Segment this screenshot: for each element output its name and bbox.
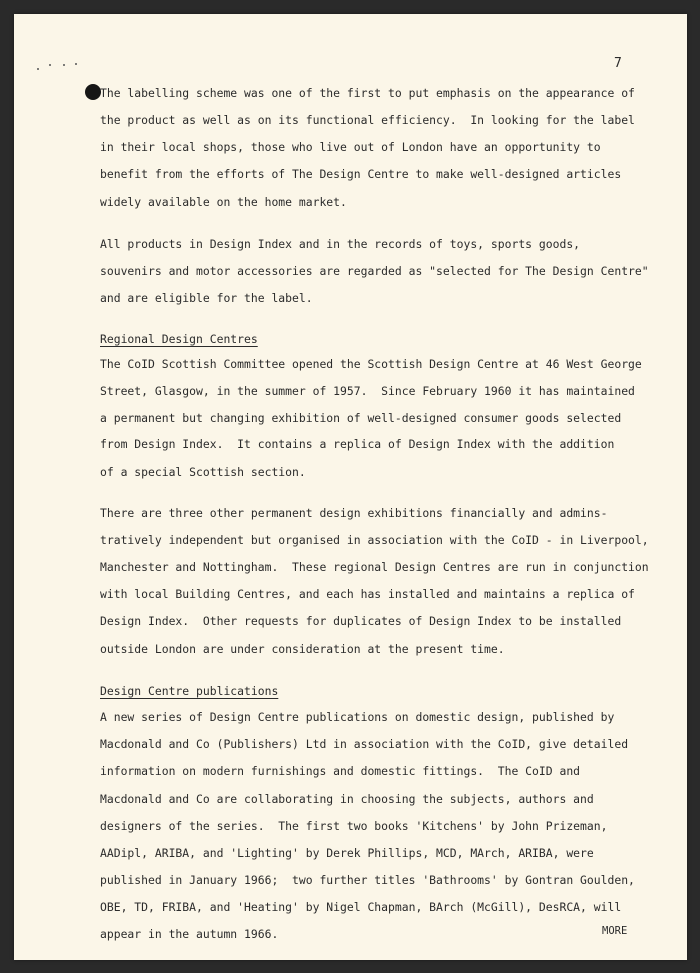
document-page (14, 14, 687, 960)
punch-hole (85, 84, 101, 100)
body-line: published in January 1966; two further titles 'Bathrooms' by Gontran Goulden, (100, 873, 635, 887)
body-line: A new series of Design Centre publications on domestic design, published by (100, 710, 615, 724)
body-line: souvenirs and motor accessories are regarded as "selected for The Design Centre" (100, 264, 649, 278)
body-line: outside London are under consideration at the present time. (100, 642, 505, 656)
body-line: Macdonald and Co (Publishers) Ltd in association with the CoID, give detailed (100, 737, 629, 751)
body-line: The labelling scheme was one of the first to put emphasis on the appearance of (100, 86, 635, 100)
body-line: Macdonald and Co are collaborating in choosing the subjects, authors and (100, 792, 594, 806)
body-line: designers of the series. The first two books 'Kitchens' by John Prizeman, (100, 819, 608, 833)
section-heading: Design Centre publications (100, 684, 279, 698)
body-line: All products in Design Index and in the records of toys, sports goods, (100, 237, 581, 251)
body-line: Street, Glasgow, in the summer of 1957. Since February 1960 it has maintained (100, 384, 635, 398)
body-line: in their local shops, those who live out of London have an opportunity to (100, 140, 601, 154)
body-line: from Design Index. It contains a replica of Design Index with the addition (100, 437, 615, 451)
body-line: of a special Scottish section. (100, 465, 306, 479)
page-number: 7 (614, 56, 622, 71)
body-line: The CoID Scottish Committee opened the Scottish Design Centre at 46 West George (100, 357, 642, 371)
body-line: a permanent but changing exhibition of well-designed consumer goods selected (100, 411, 622, 425)
body-line: OBE, TD, FRIBA, and 'Heating' by Nigel Chapman, BArch (McGill), DesRCA, will (100, 900, 622, 914)
body-line: Design Index. Other requests for duplicates of Design Index to be installed (100, 614, 622, 628)
body-line: information on modern furnishings and domestic fittings. The CoID and (100, 764, 581, 778)
body-line: Manchester and Nottingham. These regional Design Centres are run in conjunction (100, 560, 649, 574)
body-line: widely available on the home market. (100, 195, 347, 209)
body-line: the product as well as on its functional efficiency. In looking for the label (100, 113, 635, 127)
body-line: appear in the autumn 1966. (100, 927, 279, 941)
body-line: tratively independent but organised in association with the CoID - in Liverpool, (100, 533, 649, 547)
body-line: benefit from the efforts of The Design Centre to make well-designed articles (100, 167, 622, 181)
body-line: and are eligible for the label. (100, 291, 313, 305)
body-line: There are three other permanent design exhibitions financially and admins- (100, 506, 608, 520)
body-line: with local Building Centres, and each has installed and maintains a replica of (100, 587, 635, 601)
body-line: AADipl, ARIBA, and 'Lighting' by Derek Phillips, MCD, MArch, ARIBA, were (100, 846, 594, 860)
section-heading: Regional Design Centres (100, 332, 258, 346)
continuation-marker: MORE (602, 925, 628, 937)
